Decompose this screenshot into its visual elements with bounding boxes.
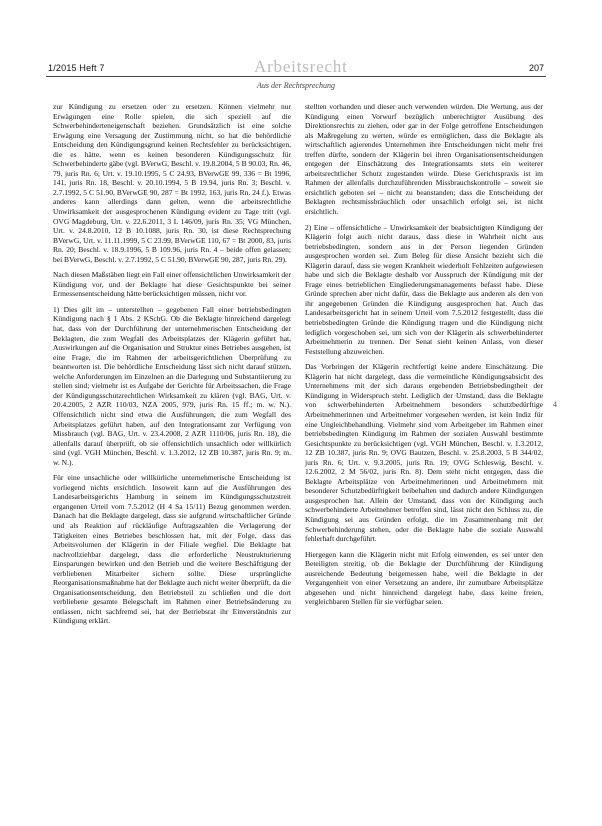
paragraph: 2) Eine – offensichtliche – Unwirksamkeit der beabsichtigten Kündigung der Klägerin folgt auch nicht daraus, dass diese in Wahrheit nicht aus betriebsbedingten, sondern aus in der Person liegenden Gründen ausgesprochen worden sei. Zum Beleg für diese Ansicht bezieht sich die Klägerin darauf, dass sie wegen Krankheit wiederholt Fehlzeiten aufgewiesen habe und sich die Beklagte deshalb vor Ausspruch der Kündigung mit der Frage eines betrieblichen Eingliederungsmanagements befasst habe. Diese Gründe sprechen aber nicht dafür, dass die Beklagte aus anderen als den von ihr angegebenen Gründen die Kündigung ausgesprochen hat. Auch das Landesarbeitsgericht hat in seinem Urteil vom 7.5.2012 festgestellt, dass die betriebsbedingten Gründe die Kündigung tragen und die Kündigung nicht lediglich vorgeschoben sei, um sich von der Klägerin als schwerbehinderter Arbeitnehmerin zu trennen. Der Senat sieht keinen Anlass, von dieser Feststellung abzuweichen. xyxy=(305,222,543,356)
paragraph: Hiergegen kann die Klägerin nicht mit Erfolg einwenden, es sei unter den Beteiligten streitig, ob die Beklagte der Durchführung der Kündigung ausreichende Bedeutung beigemessen habe, weil die Beklagte in der Vergangenheit von einer Versetzung an andere, ihr zumutbare Arbeitsplätze abgesehen und nicht hinreichend dargelegt habe, dass keine freien, vergleichbaren Stellen für sie verfügbar seien. xyxy=(305,549,543,607)
page-number: 207 xyxy=(528,63,544,73)
paragraph: stellten vorhanden und dieser auch verwenden würden. Die Wertung, aus der Kündigung einen Vorwurf bezüglich unberechtigter Ausübung des Direktionsrechts zu ziehen, oder gar in der Folge getroffene Entscheidungen als Maßregelung zu werten, würde es ermöglichen, dass die Beklagte als wirtschaftlich agierendes Unternehmen ihre Entscheidungen nicht mehr frei treffen dürfte, sondern der Klägerin bei ihren Organisationsentscheidungen entgegen der Einschätzung des Integrationsamts stets ein weiterer arbeitsrechtlicher Schutz zugestanden würde. Diese Gerichtspraxis ist im Rahmen der allenfalls durchzuführenden Missbrauchskontrolle – soweit sie ersichtlich geboten sei – nicht zu beanstanden; dass die Entscheidung der Beklagten rechtsmissbräuchlich oder unsachlich erfolgt sei, ist nicht ersichtlich. xyxy=(305,102,543,217)
paragraph: zur Kündigung zu ersetzen oder zu ersetzen. Können vielmehr nur Erwägungen eine Rolle spielen, die sich speziell auf die Schwerbehinderteneigenschaft beziehen. Grundsätzlich ist eine solche Erwägung eine Versagung der Zustimmung nicht, so hat die behördliche Entscheidung den Kündigungsgrund keinen Rechtsfehler zu berücksichtigen, die es hätte, wenn es keinen besonderen Kündigungsschutz für Schwerbehinderte gäbe (vgl. BVerwG, Beschl. v. 19.8.2004, 5 B 90.03, Rn. 46, 79, juris Rn. 6; Urt. v. 19.10.1995, 5 C 24.93, BVerwGE 99, 336 = Bt 1996, 141, juris Rn. 18, Beschl. v. 20.10.1994, 5 B 19.94, juris Rn. 3; Beschl. v. 2.7.1992, 5 C 51.90, BVerwGE 90, 287 = Bt 1992, 163, juris Rn. 24 f.). Etwas anderes kann allerdings dann gelten, wenn die arbeitsrechtliche Unwirksamkeit der ausgesprochenen Kündigung evident zu Tage tritt (vgl. OVG Magdeburg, Urt. v. 22.6.2011, 3 L 146/09, juris Rn. 35; VG München, Urt. v. 24.8.2010, 12 B 10.1088, juris Rn. 30, ist diese Rechtsprechung BVerwG, Urt. v. 11.11.1999, 5 C 23.99, BVerwGE 110, 67 = Bt 2000, 83, juris Rn. 20; Beschl. v. 18.9.1996, 5 B 109.96, juris Rn. 4 – beide offen gelassen; bei BVerwG, Beschl. v. 2.7.1992, 5 C 51.90, BVerwGE 90, 287, juris Rn. 29). xyxy=(53,102,291,264)
left-text-column xyxy=(53,102,291,632)
paragraph: Nach diesen Maßstäben liegt ein Fall einer offensichtlichen Unwirksamkeit der Kündigung vor, und der Beklagte hat diese Gesichtspunkte bei seiner Ermessensentscheidung hätte berücksichtigen müssen, nicht vor. xyxy=(53,270,291,299)
margin-note-mark: 4 xyxy=(553,400,557,409)
paragraph: Für eine unsachliche oder willkürliche unternehmerische Entscheidung ist vorliegend nichts ersichtlich. Insoweit kann auf die Ausführungen des Landesarbeitsgerichts Hamburg in seinem im Kündigungsschutzstreit ergangenen Urteil vom 7.5.2012 (H 4 Sa 15/11) Bezug genommen werden. Danach hat die Beklagte dargelegt, dass sie aufgrund wirtschaftlicher Gründe und als Reaktion auf rückläufige Auftragszahlen die Verlagerung der Tätigkeiten eines Betriebes beschlossen hat, mit der Folge, dass das Arbeitsvolumen der Klägerin in der Filiale wegfiel. Die Beklagte hat nachvollziehbar dargelegt, dass die erforderliche Neustrukturierung Einsparungen bewirken und den Betrieb und die weitere Beschäftigung der verbliebenen Mitarbeiter sichern sollte. Diese ursprüngliche Reorganisationsmaßnahme hat der Beklagte auch nicht weiter überprüft, da die Organisationsentscheidung, den Betriebsteil zu schließen und die dort verbliebene gesamte Belegschaft im Rahmen einer Betriebsänderung zu entlassen, nicht sachfremd sei, hat der Betriebsrat ihr Einverständnis zur Kündigung erklärt. xyxy=(53,473,291,626)
header-divider xyxy=(46,76,546,77)
page-header xyxy=(46,58,546,98)
journal-section-title: Arbeitsrecht xyxy=(254,57,348,76)
paragraph: Das Vorbringen der Klägerin rechtfertigt keine andere Einschätzung. Die Klägerin hat nicht dargelegt, dass die vermeintliche Kündigungsabsicht des Unternehmens mit der sich daraus ergebenden Betriebsbedingtheit der Kündigung in Widerspruch steht. Lediglich der Umstand, dass die Beklagte von schwerbehinderten Arbeitnehmern besonders schutzbedürftige Arbeitnehmerinnen und Arbeitnehmer vorgesehen werden, ist kein Indiz für eine Ungleichbehandlung. Vielmehr sind vom Arbeitgeber im Rahmen einer betriebsbedingten Kündigung im Rahmen der sozialen Auswahl bestimmte Gesichtspunkte zu berücksichtigen (vgl. VGH München, Beschl. v. 1.3.2012, 12 ZB 10.387, juris Rn. 9; OVG Bautzen, Beschl. v. 25.8.2003, 5 B 344/02, juris Rn. 6; Urt. v. 9.3.2005, juris Rn. 19; OVG Schleswig, Beschl. v. 12.6.2002, 2 M 56/02, juris Rn. 8). Dem steht nicht entgegen, dass die Beklagte Arbeitsplätze von Arbeitnehmerinnen und Arbeitnehmern mit besonderer Schutzbedürftigkeit beibehalten und dadurch andere Kündigungen ausgesprochen hat. Allein der Umstand, dass von der Kündigung auch schwerbehinderte Arbeitnehmer betroffen sind, lässt nicht den Schluss zu, die Kündigung sei aus Gründen erfolgt, die im Zusammenhang mit der Schwerbehinderung stehen, oder die Beklagte habe die soziale Auswahl fehlerhaft durchgeführt. xyxy=(305,362,543,544)
section-subtitle: Aus der Rechtsprechung xyxy=(257,81,335,90)
right-text-column xyxy=(305,102,543,613)
issue-label: 1/2015 Heft 7 xyxy=(48,63,105,73)
paragraph: 1) Dies gilt im – unterstellten – gegebenen Fall einer betriebsbedingten Kündigung nach § 1 Abs. 2 KSchG. Ob die Beklagte hinreichend dargelegt hat, dass von der Durchführung der unternehmerischen Entscheidung der Beklagten, die zum Wegfall des Arbeitsplatzes der Klägerin geführt hat, Auswirkungen auf die Organisation und Struktur eines Betriebes ausgehen, ist eine Frage, die im Rahmen der arbeitsgerichtlichen Überprüfung zu beantworten ist. Die behördliche Entscheidung lässt sich nicht darauf stützen, welche Anforderungen im Einzelnen an die Darlegung und Substantiierung zu stellen sind; vielmehr ist es Aufgabe der Gerichte für Arbeitssachen, die Frage der Kündigungsschutzrechtlichen Wirksamkeit zu klären (vgl. BAG, Urt. v. 20.4.2005, 2 AZR 110/03, NZA 2005, 979, juris Rn. 15 ff.; m. w. N.). Offensichtlich nicht sind etwa die Ausführungen, die zum Wegfall des Arbeitsplatzes geführt haben, auf den Integrationsamt zur Verfügung von Missbrauch (vgl. BAG, Urt. v. 23.4.2008, 2 AZR 1110/06, juris Rn. 18), die allenfalls darauf überprüft, ob sie offensichtlich unsachlich oder willkürlich sind (vgl. VGH München, Beschl. v. 1.3.2012, 12 ZB 10.387, juris Rn. 9; m. w. N.). xyxy=(53,304,291,467)
